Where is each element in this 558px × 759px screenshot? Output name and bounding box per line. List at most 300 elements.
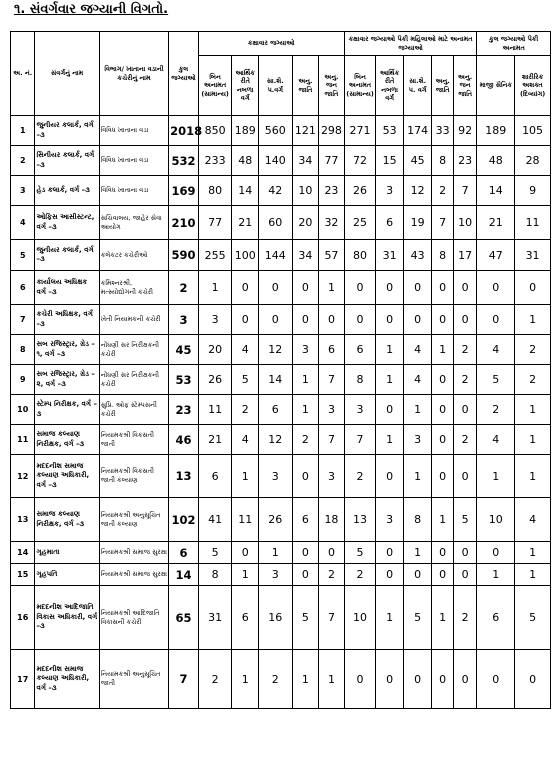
col-dept: વિભાગ/ ખાતાના વડાની કચેરીનું નામ — [99, 32, 168, 116]
value-cell: 3 — [292, 335, 319, 365]
value-cell: 1 — [515, 395, 551, 425]
cadre-name-cell: સમાજ કલ્યાણ નિરીક્ષક, વર્ગ –૩ — [35, 498, 99, 542]
value-cell: 72 — [344, 146, 376, 176]
value-cell: 0 — [432, 564, 453, 586]
value-cell: 0 — [258, 271, 292, 305]
value-cell: 4 — [477, 335, 515, 365]
value-cell: 77 — [319, 146, 345, 176]
cadre-name-cell: કચેરી અધિક્ષક, વર્ગ –૩ — [35, 305, 99, 335]
value-cell: 3 — [258, 455, 292, 498]
value-cell: 48 — [477, 146, 515, 176]
value-cell: 20 — [198, 335, 232, 365]
value-cell: 2 — [344, 564, 376, 586]
value-cell: 1 — [292, 395, 319, 425]
value-cell: 1 — [515, 564, 551, 586]
department-cell: નિયામકશ્રી સમાજ સુરક્ષા — [99, 542, 168, 564]
value-cell: 6 — [477, 586, 515, 650]
table-row — [11, 650, 551, 709]
value-cell: 0 — [376, 455, 404, 498]
table-row — [11, 271, 551, 305]
value-cell: 5 — [292, 586, 319, 650]
total-posts-cell: 14 — [169, 564, 199, 586]
value-cell: 18 — [319, 498, 345, 542]
value-cell: 25 — [344, 206, 376, 240]
value-cell: 2 — [477, 395, 515, 425]
value-cell: 0 — [515, 650, 551, 709]
total-posts-cell: 102 — [169, 498, 199, 542]
value-cell: 2 — [198, 650, 232, 709]
table-row — [11, 146, 551, 176]
value-cell: 32 — [319, 206, 345, 240]
total-posts-cell: 2 — [169, 271, 199, 305]
value-cell: 0 — [319, 542, 345, 564]
value-cell: 31 — [198, 586, 232, 650]
value-cell: 1 — [403, 542, 432, 564]
value-cell: 5 — [477, 365, 515, 395]
total-posts-cell: 45 — [169, 335, 199, 365]
value-cell: 0 — [432, 365, 453, 395]
department-cell: વિવિધ ખાતાના વડા — [99, 116, 168, 146]
value-cell: 20 — [292, 206, 319, 240]
value-cell: 21 — [232, 206, 259, 240]
total-posts-cell: 169 — [169, 176, 199, 206]
page-title: ૧. સંવર્ગવાર જગ્યાની વિગતો. — [14, 2, 169, 17]
value-cell: 11 — [515, 206, 551, 240]
value-cell: 80 — [344, 240, 376, 271]
value-cell: 1 — [477, 564, 515, 586]
value-cell: 0 — [453, 542, 477, 564]
serial-number-cell: 13 — [11, 498, 35, 542]
value-cell: 7 — [432, 206, 453, 240]
value-cell: 1 — [232, 650, 259, 709]
value-cell: 1 — [376, 425, 404, 455]
value-cell: 850 — [198, 116, 232, 146]
department-cell: નિયામકશ્રી આદિજાતિ વિકાસની કચેરી — [99, 586, 168, 650]
value-cell: 0 — [292, 564, 319, 586]
value-cell: 4 — [403, 335, 432, 365]
serial-number-cell: 9 — [11, 365, 35, 395]
value-cell: 11 — [232, 498, 259, 542]
group-special: કુલ જગ્યાઓ પૈકી અનામત — [477, 32, 551, 56]
value-cell: 0 — [319, 305, 345, 335]
total-posts-cell: 7 — [169, 650, 199, 709]
cadre-name-cell: કાર્યાલય અધિક્ષક વર્ગ –૩ — [35, 271, 99, 305]
value-cell: 0 — [376, 395, 404, 425]
value-cell: 60 — [258, 206, 292, 240]
value-cell: 2 — [515, 365, 551, 395]
cadre-name-cell: જુનીયર કલાર્ક, વર્ગ –૩ — [35, 240, 99, 271]
cadre-name-cell: ગૃહપતિ — [35, 564, 99, 586]
serial-number-cell: 7 — [11, 305, 35, 335]
value-cell: 33 — [432, 116, 453, 146]
department-cell: નિયામકશ્રી વિકસતી જાતી કલ્યાણ — [99, 455, 168, 498]
value-cell: 1 — [198, 271, 232, 305]
value-cell: 0 — [376, 542, 404, 564]
value-cell: 4 — [403, 365, 432, 395]
department-cell: સુપ્રિ. ઓફ સ્ટેમ્પસની કચેરી — [99, 395, 168, 425]
value-cell: 0 — [344, 650, 376, 709]
value-cell: 0 — [432, 395, 453, 425]
value-cell: 8 — [432, 146, 453, 176]
cadre-name-cell: મદદનીશ આદિજાતિ વિકાસ અધિકારી, વર્ગ –૩ — [35, 586, 99, 650]
value-cell: 0 — [403, 564, 432, 586]
department-cell: સચિવાલય, જાહેર સેવા આયોગ — [99, 206, 168, 240]
serial-number-cell: 14 — [11, 542, 35, 564]
value-cell: 0 — [232, 271, 259, 305]
serial-number-cell: 12 — [11, 455, 35, 498]
cadre-name-cell: સબ રજિસ્ટ્રાર, ગ્રેડ –૨, વર્ગ –૩ — [35, 365, 99, 395]
value-cell: 233 — [198, 146, 232, 176]
value-cell: 21 — [477, 206, 515, 240]
table-row — [11, 176, 551, 206]
value-cell: 23 — [453, 146, 477, 176]
table-row — [11, 365, 551, 395]
value-cell: 0 — [232, 305, 259, 335]
table-row — [11, 206, 551, 240]
value-cell: 4 — [232, 425, 259, 455]
col-st: અનુ. જન જાતિ — [319, 56, 345, 116]
value-cell: 5 — [403, 586, 432, 650]
value-cell: 2 — [292, 425, 319, 455]
posts-table — [10, 31, 551, 709]
value-cell: 140 — [258, 146, 292, 176]
value-cell: 5 — [515, 586, 551, 650]
value-cell: 7 — [319, 365, 345, 395]
value-cell: 3 — [344, 395, 376, 425]
value-cell: 0 — [477, 271, 515, 305]
value-cell: 2 — [453, 425, 477, 455]
table-row — [11, 586, 551, 650]
value-cell: 0 — [453, 271, 477, 305]
value-cell: 11 — [198, 395, 232, 425]
value-cell: 0 — [344, 305, 376, 335]
value-cell: 1 — [376, 586, 404, 650]
table-row — [11, 564, 551, 586]
value-cell: 10 — [477, 498, 515, 542]
value-cell: 4 — [477, 425, 515, 455]
col-ews: આર્થિક રીતે નબળા વર્ગ — [232, 56, 259, 116]
cadre-name-cell: સિનીયર કલાર્ક, વર્ગ –૩ — [35, 146, 99, 176]
value-cell: 271 — [344, 116, 376, 146]
value-cell: 31 — [376, 240, 404, 271]
value-cell: 0 — [403, 650, 432, 709]
department-cell: કલેકટર કચેરીઓ — [99, 240, 168, 271]
value-cell: 1 — [515, 455, 551, 498]
value-cell: 7 — [453, 176, 477, 206]
value-cell: 0 — [432, 455, 453, 498]
total-posts-cell: 590 — [169, 240, 199, 271]
value-cell: 43 — [403, 240, 432, 271]
value-cell: 6 — [319, 335, 345, 365]
value-cell: 6 — [376, 206, 404, 240]
value-cell: 8 — [403, 498, 432, 542]
cadre-name-cell: ગૃહમાતા — [35, 542, 99, 564]
value-cell: 7 — [319, 586, 345, 650]
value-cell: 23 — [319, 176, 345, 206]
value-cell: 8 — [198, 564, 232, 586]
value-cell: 26 — [258, 498, 292, 542]
value-cell: 0 — [376, 305, 404, 335]
value-cell: 560 — [258, 116, 292, 146]
total-posts-cell: 532 — [169, 146, 199, 176]
value-cell: 0 — [376, 650, 404, 709]
department-cell: વિવિધ ખાતાના વડા — [99, 176, 168, 206]
serial-number-cell: 16 — [11, 586, 35, 650]
value-cell: 57 — [319, 240, 345, 271]
value-cell: 2 — [515, 335, 551, 365]
value-cell: 0 — [403, 271, 432, 305]
value-cell: 6 — [292, 498, 319, 542]
value-cell: 3 — [258, 564, 292, 586]
col-ex-servicemen: માજી સૈનિક — [477, 56, 515, 116]
value-cell: 0 — [292, 542, 319, 564]
value-cell: 4 — [232, 335, 259, 365]
value-cell: 14 — [232, 176, 259, 206]
value-cell: 48 — [232, 146, 259, 176]
col-total: કુલ જગ્યાઓ — [169, 32, 199, 116]
cadre-name-cell: જુનીયર કલાર્ક, વર્ગ –૩ — [35, 116, 99, 146]
value-cell: 80 — [198, 176, 232, 206]
col-women-sebc: સા.શૈ. પ. વર્ગ — [403, 56, 432, 116]
serial-number-cell: 17 — [11, 650, 35, 709]
table-row — [11, 240, 551, 271]
value-cell: 0 — [477, 305, 515, 335]
value-cell: 1 — [258, 542, 292, 564]
value-cell: 1 — [515, 305, 551, 335]
value-cell: 12 — [403, 176, 432, 206]
col-gen: બિન અનામત (સામાન્ય) — [198, 56, 232, 116]
value-cell: 12 — [258, 425, 292, 455]
group-category: કક્ષાવાર જગ્યાઓ — [198, 32, 344, 56]
value-cell: 0 — [477, 542, 515, 564]
col-sebc: સા.શૈ. પ.વર્ગ — [258, 56, 292, 116]
col-women-sc: અનુ. જાતિ — [432, 56, 453, 116]
value-cell: 1 — [232, 455, 259, 498]
department-cell: વિવિધ ખાતાના વડા — [99, 146, 168, 176]
value-cell: 2 — [453, 335, 477, 365]
value-cell: 15 — [376, 146, 404, 176]
serial-number-cell: 5 — [11, 240, 35, 271]
value-cell: 255 — [198, 240, 232, 271]
department-cell: નિયામકશ્રી અનુસૂચિત જાતી — [99, 650, 168, 709]
value-cell: 2 — [432, 176, 453, 206]
value-cell: 0 — [453, 455, 477, 498]
value-cell: 100 — [232, 240, 259, 271]
total-posts-cell: 13 — [169, 455, 199, 498]
table-row — [11, 498, 551, 542]
col-women-ews: આર્થિક રીતે નબળા વર્ગ — [376, 56, 404, 116]
value-cell: 17 — [453, 240, 477, 271]
value-cell: 0 — [432, 271, 453, 305]
cadre-name-cell: ઓફિસ આસીસ્ટન્ટ, વર્ગ –૩ — [35, 206, 99, 240]
value-cell: 34 — [292, 146, 319, 176]
value-cell: 6 — [258, 395, 292, 425]
department-cell: નોંધણી સર નિરીક્ષકની કચેરી — [99, 365, 168, 395]
value-cell: 1 — [232, 564, 259, 586]
value-cell: 0 — [232, 542, 259, 564]
serial-number-cell: 10 — [11, 395, 35, 425]
value-cell: 0 — [344, 271, 376, 305]
col-women-st: અનુ. જન જાતિ — [453, 56, 477, 116]
col-cadre: સંવર્ગનું નામ — [35, 32, 99, 116]
value-cell: 8 — [432, 240, 453, 271]
value-cell: 10 — [292, 176, 319, 206]
value-cell: 14 — [477, 176, 515, 206]
value-cell: 189 — [477, 116, 515, 146]
department-cell: નિયામકશ્રી અનુસૂચિત જાતી કલ્યાણ — [99, 498, 168, 542]
value-cell: 1 — [292, 365, 319, 395]
value-cell: 16 — [258, 586, 292, 650]
cadre-name-cell: હેડ કલાર્ક, વર્ગ –૩ — [35, 176, 99, 206]
serial-number-cell: 8 — [11, 335, 35, 365]
value-cell: 5 — [453, 498, 477, 542]
total-posts-cell: 46 — [169, 425, 199, 455]
total-posts-cell: 3 — [169, 305, 199, 335]
table-row — [11, 335, 551, 365]
value-cell: 0 — [292, 305, 319, 335]
value-cell: 174 — [403, 116, 432, 146]
value-cell: 8 — [344, 365, 376, 395]
value-cell: 0 — [453, 564, 477, 586]
value-cell: 10 — [344, 586, 376, 650]
value-cell: 0 — [376, 564, 404, 586]
value-cell: 5 — [232, 365, 259, 395]
value-cell: 0 — [453, 395, 477, 425]
serial-number-cell: 6 — [11, 271, 35, 305]
value-cell: 13 — [344, 498, 376, 542]
value-cell: 1 — [403, 395, 432, 425]
value-cell: 0 — [258, 305, 292, 335]
col-women-gen: બિન અનામત (સામાન્ય) — [344, 56, 376, 116]
table-row — [11, 305, 551, 335]
department-cell: નિયામકશ્રી વિકસતી જાતી — [99, 425, 168, 455]
value-cell: 7 — [319, 425, 345, 455]
value-cell: 1 — [319, 271, 345, 305]
total-posts-cell: 2018 — [169, 116, 199, 146]
total-posts-cell: 23 — [169, 395, 199, 425]
value-cell: 0 — [453, 305, 477, 335]
value-cell: 2 — [453, 586, 477, 650]
value-cell: 1 — [515, 542, 551, 564]
value-cell: 0 — [432, 425, 453, 455]
serial-number-cell: 4 — [11, 206, 35, 240]
value-cell: 0 — [515, 271, 551, 305]
value-cell: 41 — [198, 498, 232, 542]
value-cell: 0 — [292, 455, 319, 498]
cadre-name-cell: મદદનીશ સમાજ કલ્યાણ અધિકારી, વર્ગ –૩ — [35, 455, 99, 498]
value-cell: 2 — [232, 395, 259, 425]
value-cell: 77 — [198, 206, 232, 240]
value-cell: 1 — [376, 365, 404, 395]
value-cell: 1 — [376, 335, 404, 365]
value-cell: 0 — [403, 305, 432, 335]
value-cell: 189 — [232, 116, 259, 146]
serial-number-cell: 15 — [11, 564, 35, 586]
value-cell: 3 — [198, 305, 232, 335]
value-cell: 2 — [319, 564, 345, 586]
col-sc: અનુ. જાતિ — [292, 56, 319, 116]
value-cell: 12 — [258, 335, 292, 365]
total-posts-cell: 210 — [169, 206, 199, 240]
cadre-name-cell: સબ રજિસ્ટ્રાર, ગ્રેડ –૧, વર્ગ –૩ — [35, 335, 99, 365]
table-row — [11, 425, 551, 455]
department-cell: કમિશ્નરશ્રી, મત્સ્યોદ્યોગની કચેરી — [99, 271, 168, 305]
value-cell: 5 — [198, 542, 232, 564]
value-cell: 0 — [432, 542, 453, 564]
value-cell: 0 — [432, 305, 453, 335]
cadre-name-cell: મદદનીશ સમાજ કલ્યાણ અધિકારી, વર્ગ –૩ — [35, 650, 99, 709]
cadre-name-cell: સ્ટેમ્પ નિરીક્ષક, વર્ગ –૩ — [35, 395, 99, 425]
value-cell: 105 — [515, 116, 551, 146]
group-women: કક્ષાવાર જગ્યાઓ પૈકી મહિલાઓ માટે અનામત જગ્યાઓ — [344, 32, 477, 56]
value-cell: 0 — [376, 271, 404, 305]
value-cell: 1 — [477, 455, 515, 498]
value-cell: 6 — [198, 455, 232, 498]
value-cell: 6 — [232, 586, 259, 650]
value-cell: 19 — [403, 206, 432, 240]
value-cell: 3 — [319, 395, 345, 425]
serial-number-cell: 3 — [11, 176, 35, 206]
value-cell: 26 — [344, 176, 376, 206]
col-sr: અ. નં. — [11, 32, 35, 116]
value-cell: 3 — [376, 498, 404, 542]
serial-number-cell: 1 — [11, 116, 35, 146]
value-cell: 31 — [515, 240, 551, 271]
value-cell: 0 — [477, 650, 515, 709]
table-row — [11, 542, 551, 564]
value-cell: 2 — [453, 365, 477, 395]
value-cell: 92 — [453, 116, 477, 146]
value-cell: 121 — [292, 116, 319, 146]
total-posts-cell: 65 — [169, 586, 199, 650]
col-disabled: શારીરિક અશક્ત (દિવ્યાંગ) — [515, 56, 551, 116]
value-cell: 0 — [432, 650, 453, 709]
value-cell: 53 — [376, 116, 404, 146]
value-cell: 26 — [198, 365, 232, 395]
value-cell: 14 — [258, 365, 292, 395]
total-posts-cell: 53 — [169, 365, 199, 395]
value-cell: 45 — [403, 146, 432, 176]
value-cell: 1 — [432, 498, 453, 542]
value-cell: 0 — [453, 650, 477, 709]
value-cell: 47 — [477, 240, 515, 271]
value-cell: 3 — [376, 176, 404, 206]
value-cell: 9 — [515, 176, 551, 206]
department-cell: નોંધણી સર નિરીક્ષકની કચેરી — [99, 335, 168, 365]
value-cell: 0 — [292, 271, 319, 305]
department-cell: ખેતી નિયામકની કચેરી — [99, 305, 168, 335]
value-cell: 3 — [403, 425, 432, 455]
department-cell: નિયામકશ્રી સમાજ સુરક્ષા — [99, 564, 168, 586]
value-cell: 3 — [319, 455, 345, 498]
value-cell: 6 — [344, 335, 376, 365]
value-cell: 2 — [344, 455, 376, 498]
table-row — [11, 116, 551, 146]
total-posts-cell: 6 — [169, 542, 199, 564]
value-cell: 42 — [258, 176, 292, 206]
value-cell: 28 — [515, 146, 551, 176]
table-row — [11, 395, 551, 425]
value-cell: 1 — [432, 586, 453, 650]
value-cell: 21 — [198, 425, 232, 455]
table-row — [11, 455, 551, 498]
value-cell: 1 — [515, 425, 551, 455]
value-cell: 34 — [292, 240, 319, 271]
value-cell: 5 — [344, 542, 376, 564]
value-cell: 144 — [258, 240, 292, 271]
value-cell: 7 — [344, 425, 376, 455]
value-cell: 1 — [403, 455, 432, 498]
